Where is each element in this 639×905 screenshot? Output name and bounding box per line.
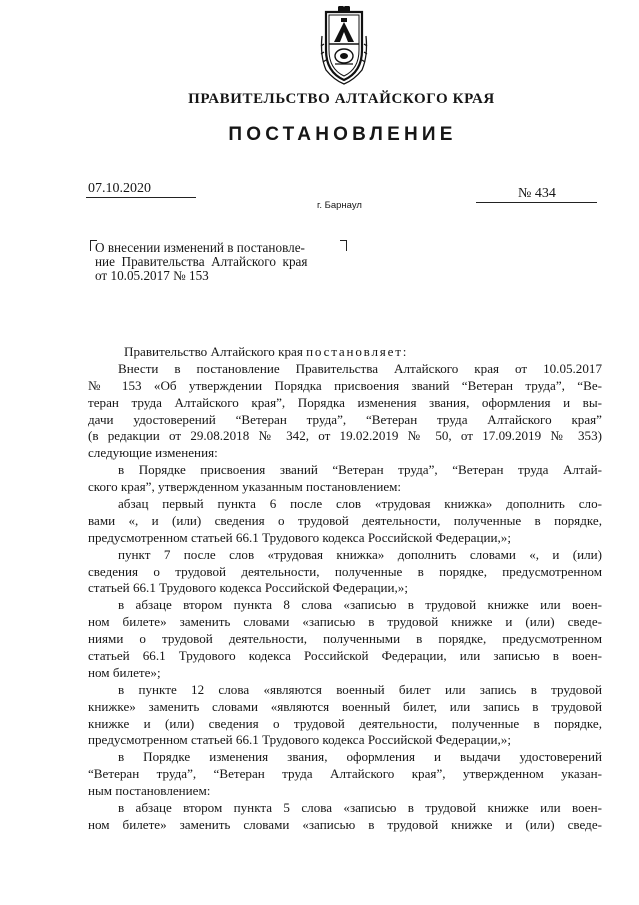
body-line: в пункте 12 слова «являются военный билет или запись в трудовой xyxy=(118,681,602,697)
body-line: сведения о трудовой деятельности, полученные в порядке, предусмотренном xyxy=(88,563,602,579)
subject-line: О внесении изменений в постановле- xyxy=(95,240,305,255)
body-line: в Порядке изменения звания, оформления и выдачи удостоверений xyxy=(118,749,602,765)
body-line: книжке» заменить словами «являются военный билет, или запись в трудовой xyxy=(88,698,602,714)
document-city: г. Барнаул xyxy=(317,200,362,211)
intro-line xyxy=(88,344,602,361)
document-number: № 434 xyxy=(476,186,597,203)
body-line: в абзаце втором пункта 8 слова «записью в трудовой книжке или воен- xyxy=(118,597,602,613)
intro-prefix: Правительство Алтайского края xyxy=(124,344,303,359)
body-line: ным постановлением: xyxy=(88,783,211,799)
body-line: предусмотренном статьей 66.1 Трудового кодекса Российской Федерации,»; xyxy=(88,732,511,748)
document-subject xyxy=(95,241,345,283)
body-line: дачи удостоверений “Ветеран труда”, “Ветеран труда Алтайского края” xyxy=(88,411,602,427)
body-line: ном билете»; xyxy=(88,664,161,680)
body-line: пункт 7 после слов «трудовая книжка» дополнить словами «, и (или) xyxy=(118,546,602,562)
body-line: ном билете» заменить словами «записью в трудовой книжке и (или) сведе- xyxy=(88,614,602,630)
body-line: ниями о трудовой деятельности, полученными в порядке, предусмотренном xyxy=(88,631,602,647)
coat-of-arms-emblem xyxy=(318,6,370,86)
body-line: книжке и (или) сведения о трудовой деятельности, полученные в порядке, xyxy=(88,715,602,731)
subject-line: от 10.05.2017 № 153 xyxy=(95,268,209,283)
body-line: статьей 66.1 Трудового кодекса Российской Федерации,»; xyxy=(88,580,408,596)
body-line: следующие изменения: xyxy=(88,445,218,461)
body-line: (в редакции от 29.08.2018 № 342, от 19.02.2019 № 50, от 17.09.2019 № 353) xyxy=(88,428,602,444)
document-body xyxy=(88,344,602,834)
document-type-title: ПОСТАНОВЛЕНИЕ xyxy=(228,124,457,145)
body-line: в абзаце втором пункта 5 слова «записью в трудовой книжке или воен- xyxy=(118,800,602,816)
body-line: ского края”, утвержденном указанным постановлением: xyxy=(88,479,402,495)
body-line: Внести в постановление Правительства Алтайского края от 10.05.2017 xyxy=(118,360,602,376)
body-line: теран труда Алтайского края”, Порядка изменения звания, оформления и вы- xyxy=(88,394,602,410)
body-line: абзац первый пункта 6 после слов «трудовая книжка» дополнить сло- xyxy=(118,496,602,512)
body-line: ном билете» заменить словами «записью в трудовой книжке и (или) сведе- xyxy=(88,816,602,832)
body-line: в Порядке присвоения званий “Ветеран труда”, “Ветеран труда Алтай- xyxy=(118,462,602,478)
body-line: № 153 «Об утверждении Порядка присвоения званий “Ветеран труда”, “Ве- xyxy=(88,377,602,393)
body-line: вами «, и (или) сведения о трудовой деятельности, полученные в порядке, xyxy=(88,512,602,528)
government-title: ПРАВИТЕЛЬСТВО АЛТАЙСКОГО КРАЯ xyxy=(188,91,495,107)
body-line: статьей 66.1 Трудового кодекса Российской Федерации, или записью в воен- xyxy=(88,648,602,664)
body-line: предусмотренном статьей 66.1 Трудового кодекса Российской Федерации,»; xyxy=(88,529,511,545)
document-date: 07.10.2020 xyxy=(86,181,196,198)
intro-decree-word: постановляет: xyxy=(306,344,409,359)
subject-line: ние Правительства Алтайского края xyxy=(95,254,308,269)
body-line: “Ветеран труда”, “Ветеран труда Алтайского края”, утвержденном указан- xyxy=(88,766,602,782)
